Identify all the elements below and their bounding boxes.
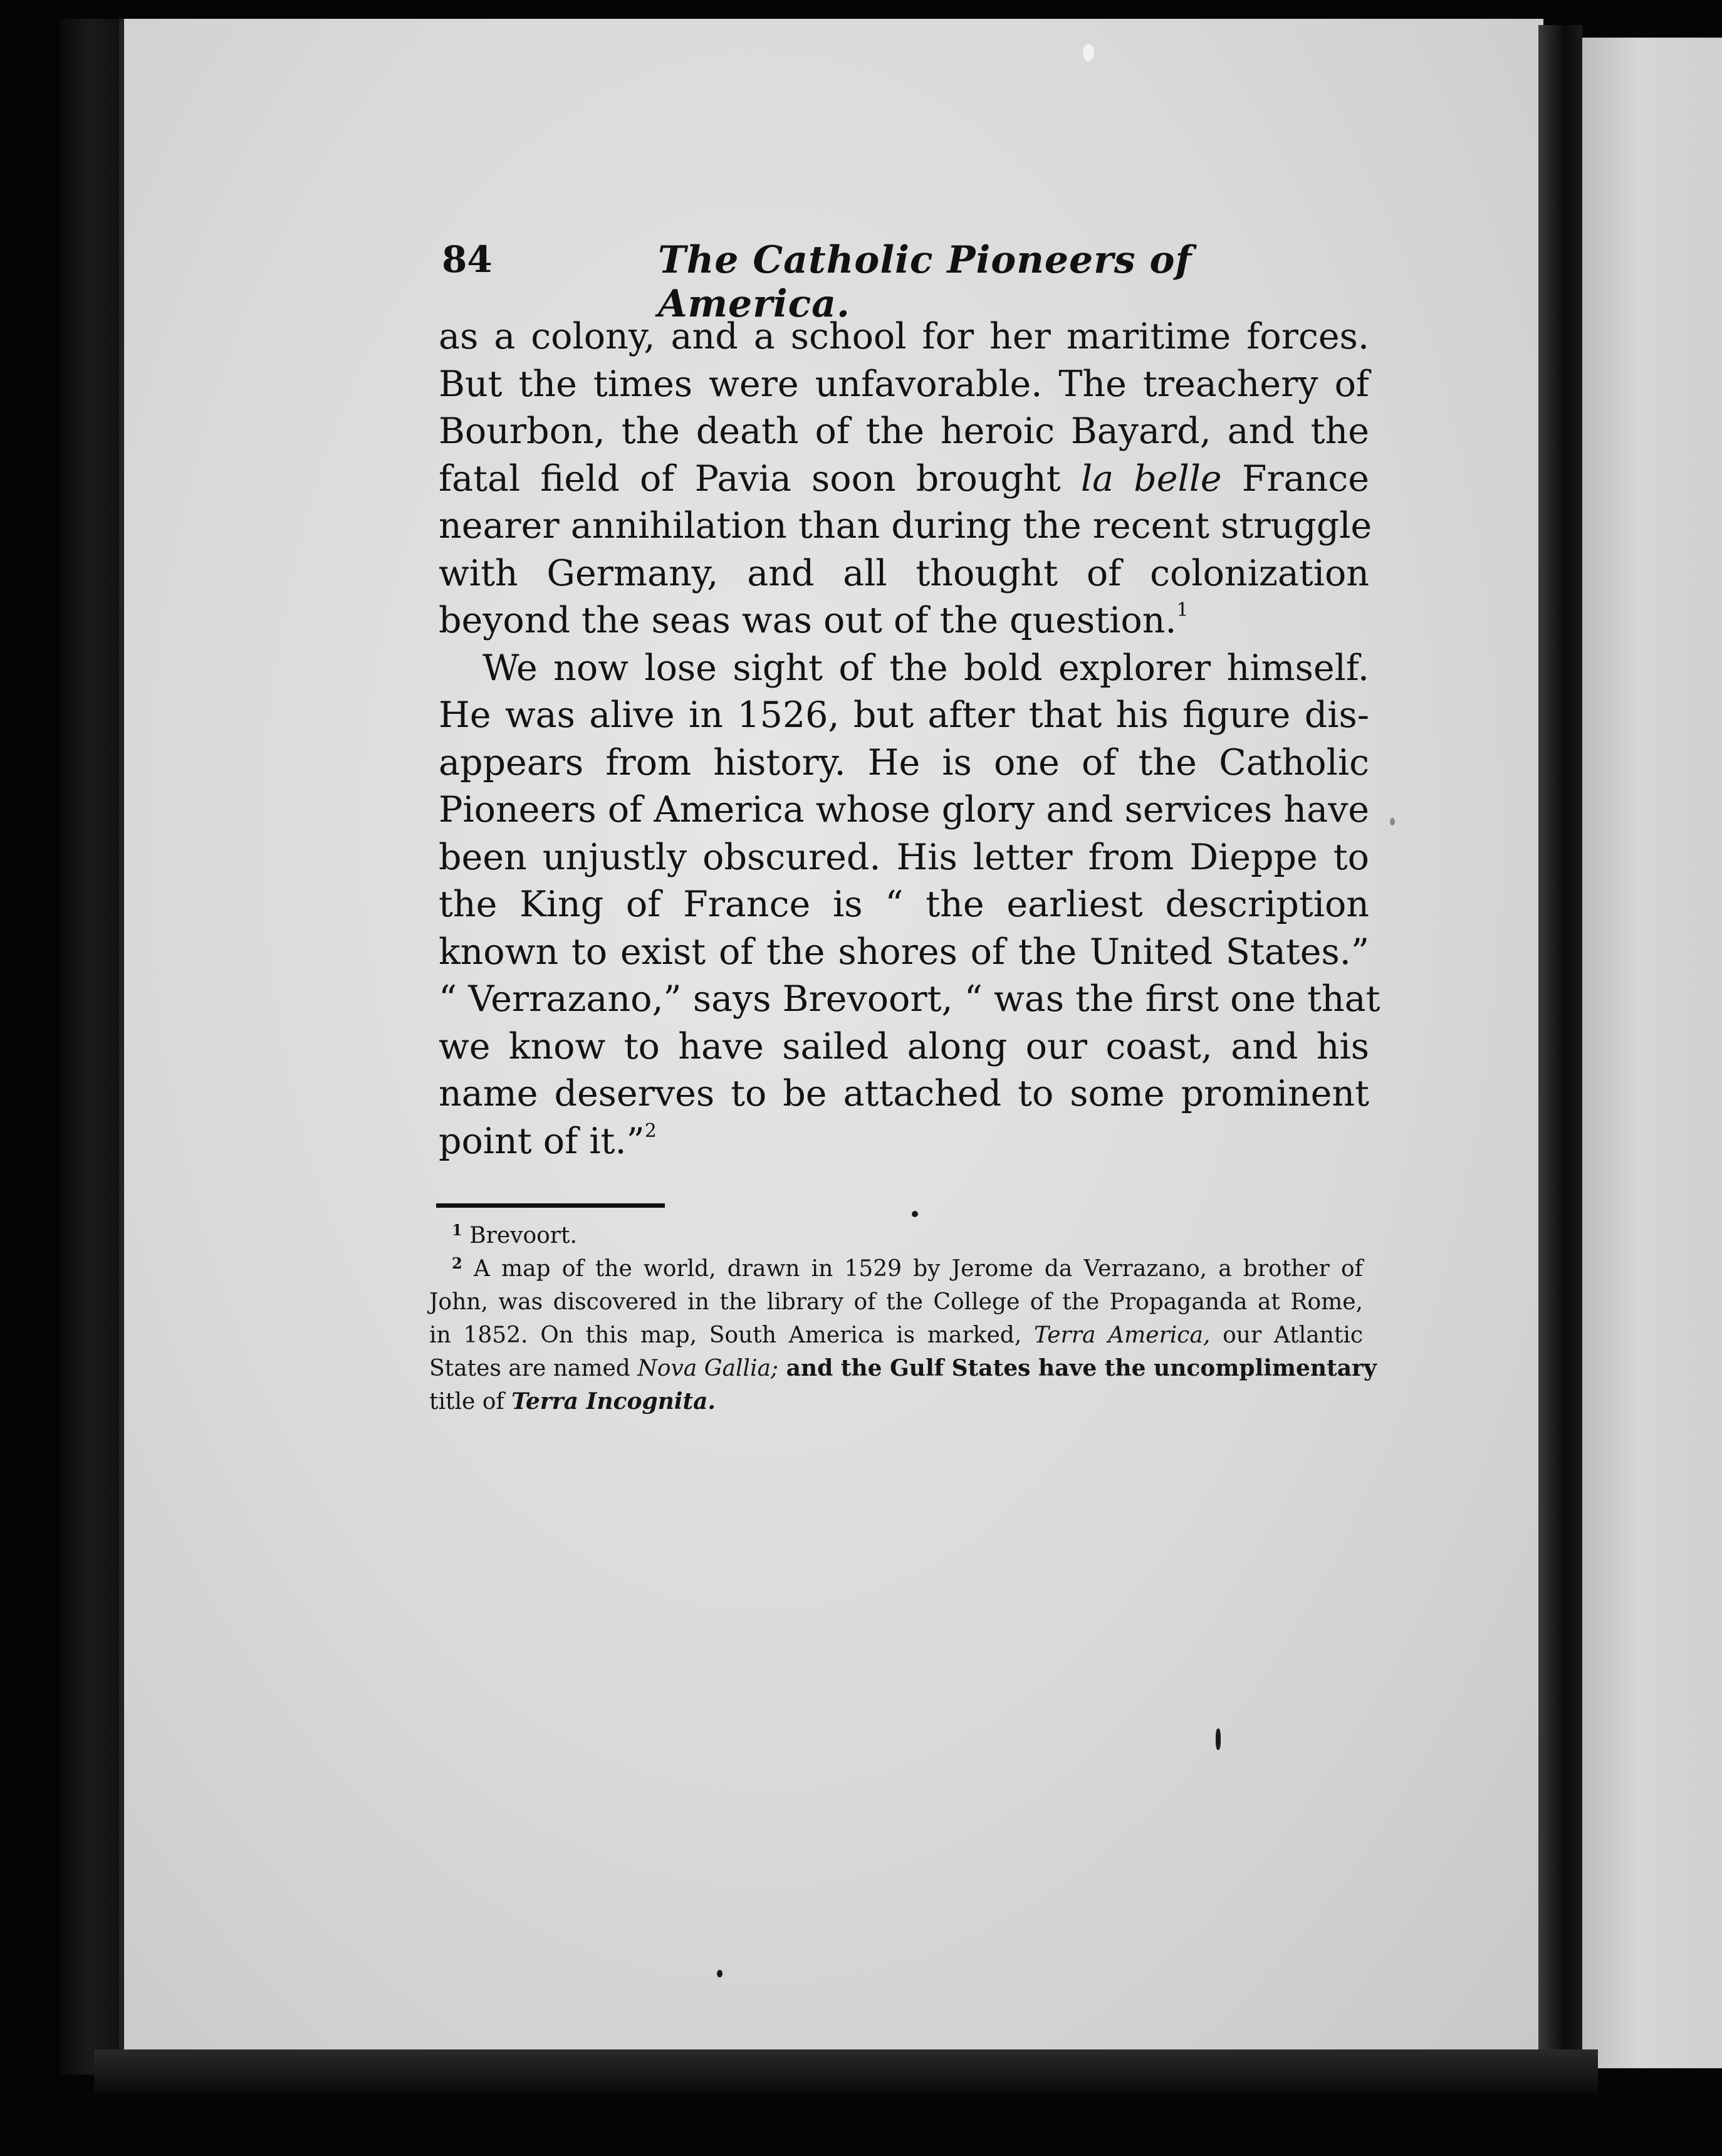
text-line: name deserves to be attached to some prominent: [439, 1073, 1369, 1114]
text-line: nearer annihilation than during the recent struggle: [439, 505, 1372, 547]
scan-speck: [1216, 1729, 1221, 1750]
footnote-rule: [436, 1203, 665, 1208]
footnote-mark: 2: [452, 1254, 462, 1272]
text-run: France: [1221, 458, 1369, 500]
footnote-2-line: [429, 1252, 1363, 1285]
page-header: [442, 238, 1256, 326]
scan-speck: [1390, 818, 1395, 825]
text-line: with Germany, and all thought of colonization: [439, 552, 1369, 594]
page-number: 84: [442, 238, 493, 281]
footnote-text: States are named: [429, 1356, 638, 1381]
footnotes: [429, 1219, 1377, 1418]
text-line: He was alive in 1526, but after that his figure dis-: [439, 694, 1369, 736]
paragraph-2: [439, 645, 1380, 1166]
text-line: But the times were unfavorable. The treachery of: [439, 363, 1369, 405]
paragraph-1: [439, 313, 1372, 645]
footnote-2-line: John, was discovered in the library of the College of the Propaganda at Rome,: [429, 1289, 1363, 1315]
text-line: [439, 456, 1369, 503]
page-bottom-edge: [94, 2049, 1598, 2093]
text-line: as a colony, and a school for her maritime forces.: [439, 316, 1369, 357]
footnote-text: and the Gulf States have the uncomplimentary: [778, 1355, 1377, 1381]
text-run: beyond the seas was out of the question.: [439, 600, 1177, 641]
text-line: [439, 597, 1369, 645]
text-line: we know to have sailed along our coast, and his: [439, 1025, 1369, 1067]
running-head: The Catholic Pioneers of America.: [658, 238, 1192, 326]
scan-speck: [912, 1211, 918, 1217]
italic-phrase: la belle: [1080, 458, 1222, 500]
footnote-2-line: [429, 1319, 1363, 1352]
text-line: known to exist of the shores of the United States.”: [439, 931, 1369, 973]
text-run: point of it.”: [439, 1120, 645, 1162]
text-line: Pioneers of America whose glory and services have: [439, 789, 1369, 830]
footnote-2-line: [429, 1385, 1363, 1418]
footnote-text: title of: [429, 1389, 512, 1415]
footnote-text: A map of the world, drawn in 1529 by Jerome da Verrazano, a brother of: [473, 1256, 1363, 1282]
scan-speck: [717, 1970, 723, 1977]
text-line: appears from history. He is one of the Catholic: [439, 741, 1369, 783]
italic-phrase: Terra America,: [1034, 1322, 1211, 1348]
footnote-2-line: [429, 1352, 1377, 1385]
footnote-mark: 1: [452, 1221, 462, 1239]
text-line: Bourbon, the death of the heroic Bayard, and the: [439, 411, 1369, 452]
text-line: [439, 1118, 1369, 1166]
text-line: the King of France is “ the earliest description: [439, 884, 1369, 925]
footnote-text: Brevoort.: [469, 1223, 577, 1248]
text-line: “ Verrazano,” says Brevoort, “ was the first one that: [439, 978, 1380, 1020]
text-line: We now lose sight of the bold explorer himself.: [483, 647, 1369, 689]
footnote-ref-2: 2: [644, 1119, 657, 1142]
italic-phrase: Terra Incognita.: [511, 1388, 716, 1415]
text-run: fatal field of Pavia soon brought: [439, 458, 1081, 500]
body-text: [439, 313, 1380, 1165]
footnote-text: our Atlantic: [1210, 1322, 1364, 1348]
footnote-1: [429, 1219, 1363, 1252]
page-gutter: [1538, 25, 1582, 2068]
text-line: been unjustly obscured. His letter from Dieppe to: [439, 836, 1369, 878]
italic-phrase: Nova Gallia;: [637, 1356, 779, 1381]
scan-speck: [1083, 44, 1094, 61]
footnote-ref-1: 1: [1176, 599, 1189, 621]
facing-page-edge: [1582, 38, 1722, 2068]
footnote-text: in 1852. On this map, South America is marked,: [429, 1322, 1035, 1348]
